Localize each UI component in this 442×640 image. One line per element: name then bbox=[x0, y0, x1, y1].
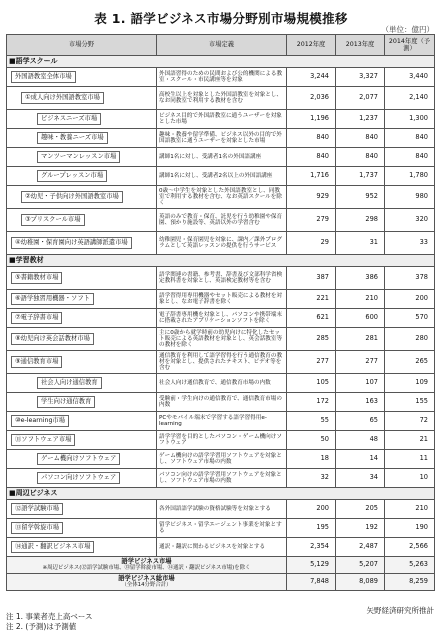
category-cell bbox=[7, 538, 157, 557]
definition-cell: 社会人向け通信教育で、通信教育市場の内数 bbox=[157, 374, 287, 393]
category-cell bbox=[7, 374, 157, 393]
table-row bbox=[7, 431, 435, 450]
definition-cell: 留学ビジネス・留学エージェント事業を対象とする bbox=[157, 519, 287, 538]
table-row bbox=[7, 469, 435, 488]
value-cell: 210 bbox=[385, 500, 435, 519]
table-row bbox=[7, 500, 435, 519]
table-body bbox=[7, 56, 435, 591]
table-row bbox=[7, 538, 435, 557]
value-cell: 72 bbox=[385, 412, 435, 431]
table-row bbox=[7, 87, 435, 110]
value-cell: 10 bbox=[385, 469, 435, 488]
category-cell bbox=[7, 431, 157, 450]
value-cell: 48 bbox=[336, 431, 385, 450]
value-cell: 279 bbox=[287, 209, 336, 232]
definition-cell: 外国語習得のための民間および公的機関による教室・スクール・市民講座等を対象 bbox=[157, 68, 287, 87]
section-header-row bbox=[7, 488, 435, 500]
table-row bbox=[7, 129, 435, 148]
value-cell: 200 bbox=[287, 500, 336, 519]
definition-cell: 語学習得用専用機器やセット販売による教材を対象とし、なお電子辞書を除く bbox=[157, 290, 287, 309]
category-cell bbox=[7, 232, 157, 255]
definition-cell: 語学関連の書籍、参考書、辞書及び文部科学省検定教科書を対象とし、英語検定教材等を含む bbox=[157, 267, 287, 290]
value-cell: 21 bbox=[385, 431, 435, 450]
value-cell: 205 bbox=[336, 500, 385, 519]
subtotal-row bbox=[7, 557, 435, 574]
value-cell: 2,077 bbox=[336, 87, 385, 110]
category-cell bbox=[7, 450, 157, 469]
table-row bbox=[7, 209, 435, 232]
value-cell: 192 bbox=[336, 519, 385, 538]
value-cell: 33 bbox=[385, 232, 435, 255]
definition-cell: 語学学習を目的としたパソコン・ゲーム機向けソフトウェア bbox=[157, 431, 287, 450]
table-row bbox=[7, 267, 435, 290]
category-label: ⑭通訳・翻訳ビジネス市場 bbox=[11, 541, 94, 552]
value-cell: 65 bbox=[336, 412, 385, 431]
value-cell: 2,036 bbox=[287, 87, 336, 110]
value-cell: 840 bbox=[336, 148, 385, 167]
footnote: 注 2. (予測)は予測値 bbox=[6, 622, 77, 631]
category-label: 外国語教室全体市場 bbox=[11, 71, 76, 82]
definition-cell: 通訳・翻訳に関わるビジネスを対象とする bbox=[157, 538, 287, 557]
table-row bbox=[7, 450, 435, 469]
table-row bbox=[7, 110, 435, 129]
definition-cell: ゲーム機向けの語学学習用ソフトウェアを対象とし、ソフトウェア市場の内数 bbox=[157, 450, 287, 469]
subtotal-label-cell bbox=[7, 557, 287, 574]
document-title: 表 1. 語学ビジネス市場分野別市場規模推移 bbox=[94, 11, 348, 26]
table-row bbox=[7, 351, 435, 374]
category-label: 趣味・教養ニーズ市場 bbox=[37, 132, 108, 143]
value-cell: 1,196 bbox=[287, 110, 336, 129]
category-label: ⑬留学斡旋市場 bbox=[11, 522, 63, 533]
definition-cell: 0歳〜中学生を対象とした外国語教室とし、同教室で利用する教材を含む、なお英語スクールを除く bbox=[157, 186, 287, 209]
header-2014: 2014年度（予測） bbox=[385, 35, 435, 56]
value-cell: 320 bbox=[385, 209, 435, 232]
category-cell bbox=[7, 129, 157, 148]
value-cell: 155 bbox=[385, 393, 435, 412]
category-cell bbox=[7, 87, 157, 110]
value-cell: 5,263 bbox=[385, 557, 435, 574]
market-size-table bbox=[6, 34, 435, 591]
category-label: ②幼児・子供向け外国語教室市場 bbox=[21, 191, 123, 202]
total-label: 語学ビジネス総市場 bbox=[118, 574, 175, 582]
header-2013: 2013年度 bbox=[336, 35, 385, 56]
value-cell: 50 bbox=[287, 431, 336, 450]
category-label: ③プリスクール市場 bbox=[21, 214, 85, 225]
value-cell: 840 bbox=[385, 148, 435, 167]
category-cell bbox=[7, 469, 157, 488]
value-cell: 8,089 bbox=[336, 574, 385, 591]
total-label-cell bbox=[7, 574, 287, 591]
table-row bbox=[7, 68, 435, 87]
unit-label: （単位：億円） bbox=[381, 25, 434, 34]
header-2012: 2012年度 bbox=[287, 35, 336, 56]
value-cell: 281 bbox=[336, 328, 385, 351]
category-label: パソコン向けソフトウェア bbox=[37, 472, 120, 483]
value-cell: 265 bbox=[385, 351, 435, 374]
value-cell: 105 bbox=[287, 374, 336, 393]
table-header-row bbox=[7, 35, 435, 56]
category-cell bbox=[7, 290, 157, 309]
value-cell: 840 bbox=[336, 129, 385, 148]
category-label: ⑥語学独習用機器・ソフト bbox=[11, 293, 94, 304]
category-cell bbox=[7, 267, 157, 290]
value-cell: 55 bbox=[287, 412, 336, 431]
table-row bbox=[7, 186, 435, 209]
value-cell: 18 bbox=[287, 450, 336, 469]
header-definition: 市場定義 bbox=[157, 35, 287, 56]
category-label: ビジネスニーズ市場 bbox=[37, 113, 101, 124]
value-cell: 277 bbox=[336, 351, 385, 374]
value-cell: 2,566 bbox=[385, 538, 435, 557]
value-cell: 277 bbox=[287, 351, 336, 374]
table-row bbox=[7, 374, 435, 393]
category-label: ゲーム機向けソフトウェア bbox=[37, 453, 120, 464]
value-cell: 929 bbox=[287, 186, 336, 209]
table-row bbox=[7, 232, 435, 255]
value-cell: 34 bbox=[336, 469, 385, 488]
section-label: ■語学スクール bbox=[7, 56, 435, 68]
value-cell: 285 bbox=[287, 328, 336, 351]
category-label: ⑧幼児向け英会話教材市場 bbox=[11, 333, 94, 344]
value-cell: 280 bbox=[385, 328, 435, 351]
value-cell: 1,300 bbox=[385, 110, 435, 129]
category-label: ④幼稚園・保育園向け英語講師派遣市場 bbox=[11, 237, 132, 248]
section-header-row bbox=[7, 255, 435, 267]
value-cell: 221 bbox=[287, 290, 336, 309]
value-cell: 621 bbox=[287, 309, 336, 328]
table-row bbox=[7, 148, 435, 167]
value-cell: 952 bbox=[336, 186, 385, 209]
category-label: 社会人向け通信教育 bbox=[37, 377, 102, 388]
category-label: ⑫語学試験市場 bbox=[11, 503, 63, 514]
value-cell: 840 bbox=[287, 148, 336, 167]
section-label: ■周辺ビジネス bbox=[7, 488, 435, 500]
value-cell: 2,140 bbox=[385, 87, 435, 110]
category-label: グループレッスン市場 bbox=[37, 170, 107, 181]
table-row bbox=[7, 519, 435, 538]
definition-cell: 受験前・学生向けの通信教育で、通信教育市場の内数 bbox=[157, 393, 287, 412]
category-cell bbox=[7, 167, 157, 186]
value-cell: 7,848 bbox=[287, 574, 336, 591]
category-label: ⑦電子辞書市場 bbox=[11, 312, 62, 323]
category-cell bbox=[7, 519, 157, 538]
value-cell: 3,244 bbox=[287, 68, 336, 87]
value-cell: 210 bbox=[336, 290, 385, 309]
value-cell: 195 bbox=[287, 519, 336, 538]
value-cell: 1,737 bbox=[336, 167, 385, 186]
category-label: ①成人向け外国語教室市場 bbox=[21, 92, 104, 103]
value-cell: 3,440 bbox=[385, 68, 435, 87]
category-cell bbox=[7, 351, 157, 374]
definition-cell: 各外国語語学試験の資格試験等を対象とする bbox=[157, 500, 287, 519]
category-cell bbox=[7, 393, 157, 412]
definition-cell: 高校生以上を対象とした外国語教室を対象とし、なお同教室で利用する教材を含む bbox=[157, 87, 287, 110]
definition-cell: 主に0歳から就学時前の幼児向けに特化したセット販売による英語教材を対象とし、英会話教室等の教材を除く bbox=[157, 328, 287, 351]
table-row bbox=[7, 290, 435, 309]
category-cell bbox=[7, 148, 157, 167]
value-cell: 840 bbox=[287, 129, 336, 148]
value-cell: 190 bbox=[385, 519, 435, 538]
value-cell: 29 bbox=[287, 232, 336, 255]
total-note: （全体14分野合計） bbox=[121, 582, 172, 588]
value-cell: 31 bbox=[336, 232, 385, 255]
value-cell: 3,327 bbox=[336, 68, 385, 87]
section-header-row bbox=[7, 56, 435, 68]
value-cell: 1,780 bbox=[385, 167, 435, 186]
value-cell: 1,716 bbox=[287, 167, 336, 186]
value-cell: 14 bbox=[336, 450, 385, 469]
value-cell: 107 bbox=[336, 374, 385, 393]
category-label: ⑤書籍教材市場 bbox=[11, 272, 62, 283]
value-cell: 5,129 bbox=[287, 557, 336, 574]
category-cell bbox=[7, 500, 157, 519]
table-row bbox=[7, 412, 435, 431]
definition-cell: 幼稚園児・保育園児を対象に、課内／課外プログラムとして英語レッスンの提供を行うサービス bbox=[157, 232, 287, 255]
definition-cell: 講師1名に対し、受講者2名以上の外国語講座 bbox=[157, 167, 287, 186]
header-category: 市場分野 bbox=[7, 35, 157, 56]
footnotes bbox=[6, 612, 93, 632]
value-cell: 8,259 bbox=[385, 574, 435, 591]
subtotal-note: ※周辺ビジネス(⑫語学試験市場、⑬留学斡旋市場、⑭通訳・翻訳ビジネス市場)を除く bbox=[42, 565, 251, 571]
value-cell: 2,354 bbox=[287, 538, 336, 557]
category-label: マンツーマンレッスン市場 bbox=[37, 151, 120, 162]
value-cell: 200 bbox=[385, 290, 435, 309]
definition-cell: 電子辞書専用機を対象とし、パソコンや携帯端末に搭載されたアプリケーションソフトを除く bbox=[157, 309, 287, 328]
table-row bbox=[7, 167, 435, 186]
value-cell: 840 bbox=[385, 129, 435, 148]
value-cell: 570 bbox=[385, 309, 435, 328]
value-cell: 5,207 bbox=[336, 557, 385, 574]
table-row bbox=[7, 328, 435, 351]
category-label: ⑨通信教育市場 bbox=[11, 356, 62, 367]
category-cell bbox=[7, 412, 157, 431]
category-cell bbox=[7, 186, 157, 209]
value-cell: 11 bbox=[385, 450, 435, 469]
category-label: ⑪ソフトウェア市場 bbox=[11, 434, 75, 445]
definition-cell: 英語のみで教育・保育、託児を行う幼稚園や保育園、預かり施設等、英語以外の学習含む bbox=[157, 209, 287, 232]
value-cell: 32 bbox=[287, 469, 336, 488]
definition-cell: 通信教育を利用して語学習得を行う通信教育の教材を対象とし、提供されたテキスト、ビデオ等を含む bbox=[157, 351, 287, 374]
value-cell: 1,237 bbox=[336, 110, 385, 129]
category-label: ⑩e-learning市場 bbox=[11, 415, 69, 426]
value-cell: 298 bbox=[336, 209, 385, 232]
source-credit: 矢野経済研究所推計 bbox=[366, 606, 434, 615]
definition-cell: 趣味・教養や留学準備、ビジネス以外の目的で外国語教室に通うユーザーを対象とした市場 bbox=[157, 129, 287, 148]
value-cell: 386 bbox=[336, 267, 385, 290]
category-cell bbox=[7, 328, 157, 351]
value-cell: 109 bbox=[385, 374, 435, 393]
value-cell: 378 bbox=[385, 267, 435, 290]
subtotal-label: 語学ビジネス市場 bbox=[121, 557, 172, 565]
table-row bbox=[7, 393, 435, 412]
value-cell: 600 bbox=[336, 309, 385, 328]
value-cell: 172 bbox=[287, 393, 336, 412]
total-row bbox=[7, 574, 435, 591]
definition-cell: パソコン向けの語学学習用ソフトウェアを対象とし、ソフトウェア市場の内数 bbox=[157, 469, 287, 488]
definition-cell: ビジネス目的で外国語教室に通うユーザーを対象とした市場 bbox=[157, 110, 287, 129]
value-cell: 980 bbox=[385, 186, 435, 209]
value-cell: 2,487 bbox=[336, 538, 385, 557]
section-label: ■学習教材 bbox=[7, 255, 435, 267]
category-cell bbox=[7, 209, 157, 232]
value-cell: 163 bbox=[336, 393, 385, 412]
category-cell bbox=[7, 309, 157, 328]
definition-cell: 講師1名に対し、受講者1名の外国語講座 bbox=[157, 148, 287, 167]
category-cell bbox=[7, 110, 157, 129]
category-cell bbox=[7, 68, 157, 87]
footnote: 注 1. 事業者売上高ベース bbox=[6, 612, 93, 621]
category-label: 学生向け通信教育 bbox=[37, 396, 95, 407]
definition-cell: PCやモバイル端末で学習する語学習得用e-learning bbox=[157, 412, 287, 431]
value-cell: 387 bbox=[287, 267, 336, 290]
table-row bbox=[7, 309, 435, 328]
